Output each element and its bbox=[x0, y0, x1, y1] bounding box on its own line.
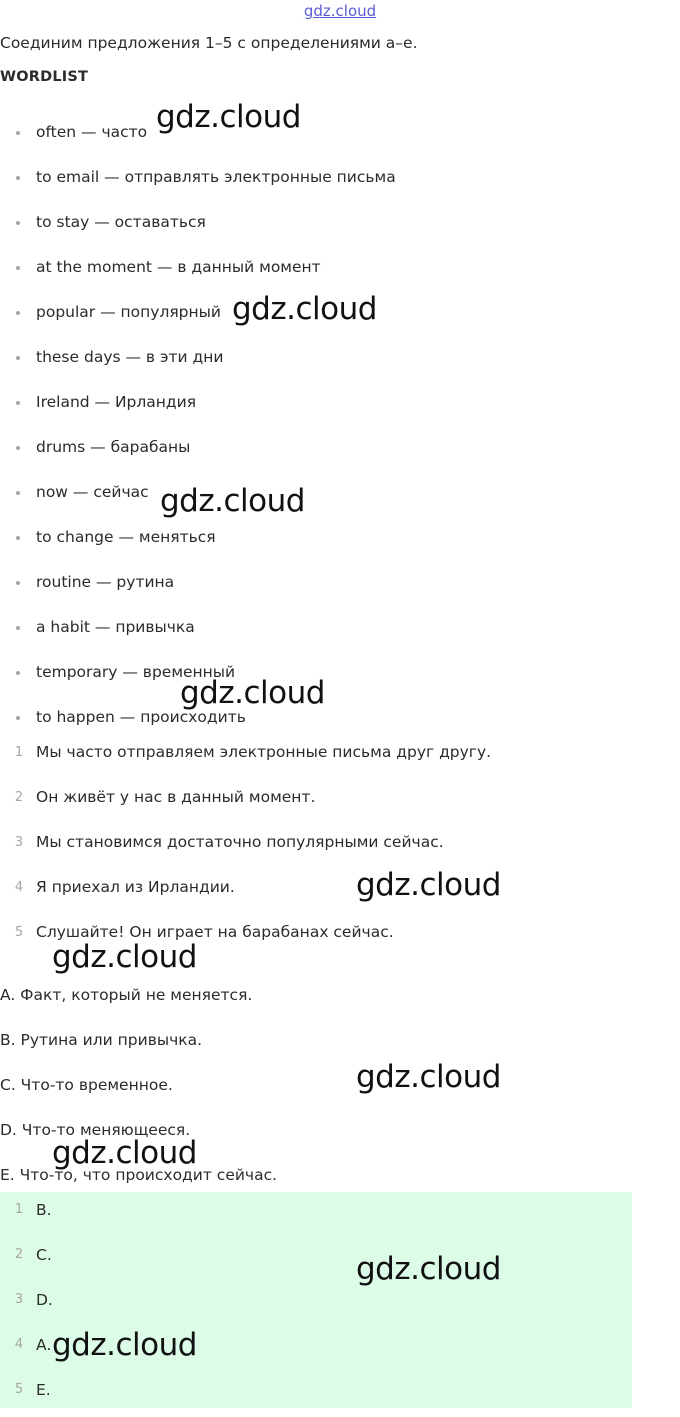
bullet-icon bbox=[16, 311, 20, 315]
wordlist-item: drums — барабаны bbox=[0, 425, 396, 470]
item-number: 3 bbox=[14, 1292, 24, 1307]
wordlist-item: these days — в эти дни bbox=[0, 335, 396, 380]
item-number: 5 bbox=[14, 925, 24, 940]
watermark: gdz.cloud bbox=[52, 1135, 197, 1171]
bullet-icon bbox=[16, 131, 20, 135]
item-number: 1 bbox=[14, 1202, 24, 1217]
bullet-icon bbox=[16, 446, 20, 450]
item-number: 5 bbox=[14, 1382, 24, 1397]
item-number: 2 bbox=[14, 790, 24, 805]
bullet-icon bbox=[16, 356, 20, 360]
wordlist-heading: WORDLIST bbox=[0, 69, 89, 85]
wordlist-item: now — сейчас bbox=[0, 470, 396, 515]
wordlist-item: often — часто bbox=[0, 110, 396, 155]
watermark: gdz.cloud bbox=[232, 291, 377, 327]
item-number: 4 bbox=[14, 880, 24, 895]
watermark: gdz.cloud bbox=[180, 675, 325, 711]
answer-item: 5 E. bbox=[0, 1372, 632, 1417]
watermark: gdz.cloud bbox=[160, 483, 305, 519]
site-link[interactable]: gdz.cloud bbox=[303, 2, 377, 20]
answer-list bbox=[0, 1192, 632, 1417]
bullet-icon bbox=[16, 536, 20, 540]
answer-item: 4 A. bbox=[0, 1327, 632, 1372]
answer-item: 2 C. bbox=[0, 1237, 632, 1282]
item-number: 2 bbox=[14, 1247, 24, 1262]
bullet-icon bbox=[16, 176, 20, 180]
sentence-item: 3 Мы становимся достаточно популярными сейчас. bbox=[0, 820, 491, 865]
answer-item: 3 D. bbox=[0, 1282, 632, 1327]
answer-item: 1 B. bbox=[0, 1192, 632, 1237]
wordlist-item: popular — популярный bbox=[0, 290, 396, 335]
wordlist-item: to stay — оставаться bbox=[0, 200, 396, 245]
wordlist-item: routine — рутина bbox=[0, 560, 396, 605]
wordlist-item: Ireland — Ирландия bbox=[0, 380, 396, 425]
wordlist-item: to change — меняться bbox=[0, 515, 396, 560]
wordlist bbox=[0, 110, 396, 740]
watermark: gdz.cloud bbox=[52, 1327, 197, 1363]
sentence-item: 1 Мы часто отправляем электронные письма друг другу. bbox=[0, 730, 491, 775]
item-number: 4 bbox=[14, 1337, 24, 1352]
task-intro: Соединим предложения 1–5 с определениями a–e. bbox=[0, 34, 418, 52]
sentence-item: 2 Он живёт у нас в данный момент. bbox=[0, 775, 491, 820]
bullet-icon bbox=[16, 401, 20, 405]
definition-item: E. Что-то, что происходит сейчас. bbox=[0, 1166, 278, 1184]
item-number: 3 bbox=[14, 835, 24, 850]
answer-block bbox=[0, 1192, 632, 1408]
definition-item: B. Рутина или привычка. bbox=[0, 1031, 203, 1049]
watermark: gdz.cloud bbox=[156, 99, 301, 135]
wordlist-item: to email — отправлять электронные письма bbox=[0, 155, 396, 200]
definition-item: A. Факт, который не меняется. bbox=[0, 986, 253, 1004]
wordlist-item: temporary — временный bbox=[0, 650, 396, 695]
watermark: gdz.cloud bbox=[52, 939, 197, 975]
item-number: 1 bbox=[14, 745, 24, 760]
bullet-icon bbox=[16, 716, 20, 720]
definition-item: D. Что-то меняющееся. bbox=[0, 1121, 191, 1139]
watermark: gdz.cloud bbox=[356, 1059, 501, 1095]
watermark: gdz.cloud bbox=[356, 1251, 501, 1287]
bullet-icon bbox=[16, 626, 20, 630]
wordlist-item: at the moment — в данный момент bbox=[0, 245, 396, 290]
definition-item: C. Что-то временное. bbox=[0, 1076, 173, 1094]
bullet-icon bbox=[16, 581, 20, 585]
wordlist-item: to happen — происходить bbox=[0, 695, 396, 740]
bullet-icon bbox=[16, 266, 20, 270]
bullet-icon bbox=[16, 671, 20, 675]
sentence-item: 4 Я приехал из Ирландии. bbox=[0, 865, 491, 910]
wordlist-item: a habit — привычка bbox=[0, 605, 396, 650]
bullet-icon bbox=[16, 491, 20, 495]
sentence-list bbox=[0, 730, 491, 955]
sentence-item: 5 Слушайте! Он играет на барабанах сейчас. bbox=[0, 910, 491, 955]
watermark: gdz.cloud bbox=[356, 867, 501, 903]
bullet-icon bbox=[16, 221, 20, 225]
